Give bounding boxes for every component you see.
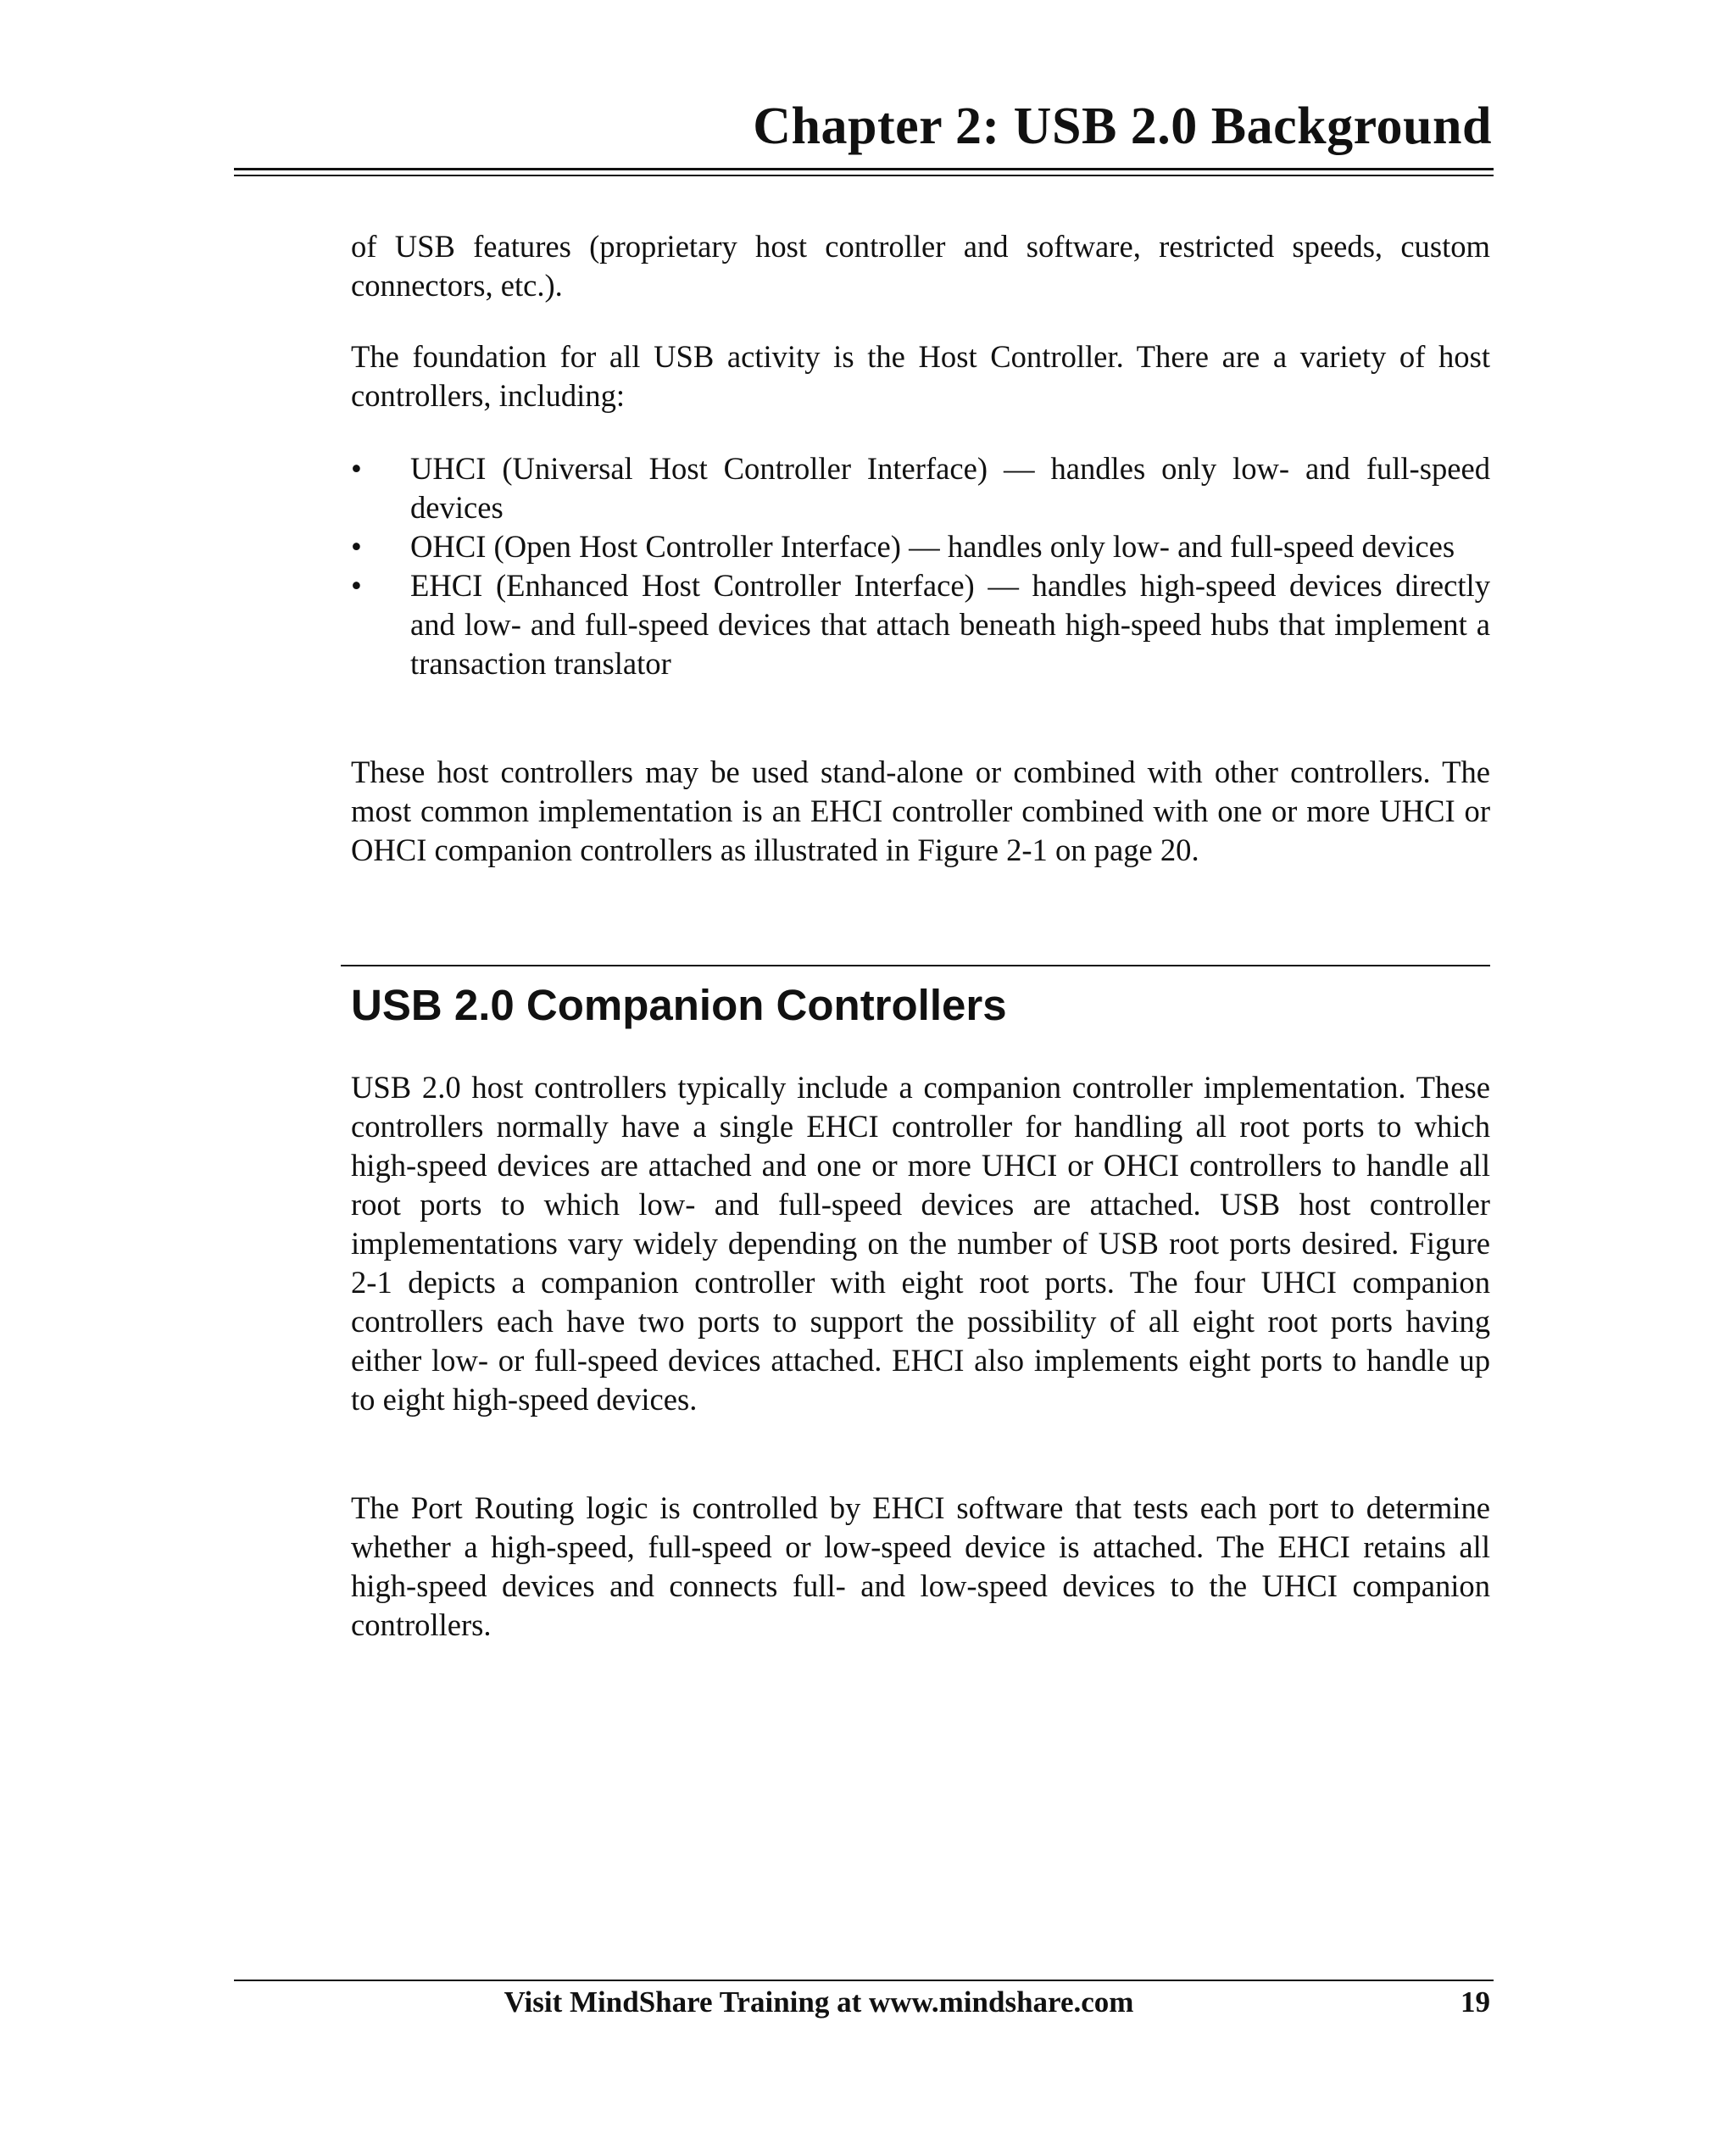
list-item-ohci [351,527,1490,566]
footer-link-text: Visit MindShare Training at www.mindshare.com [504,1985,1134,2019]
paragraph-companion: USB 2.0 host controllers typically include a companion controller implementation. These controllers normally have a single EHCI controller for handling all root ports to which high-speed devices are attached and one or more UHCI or OHCI controllers to handle all root ports to which low- and full-speed devices are attached. USB host controller implementations vary widely depending on the number of USB root ports desired. Figure 2-1 depicts a companion controller with eight root ports. The four UHCI companion controllers each have two ports to support the possibility of all eight root ports having either low- or full-speed devices attached. EHCI also implements eight ports to handle up to eight high-speed devices. [351,1070,1490,1417]
paragraph-foundation: The foundation for all USB activity is the Host Controller. There are a variety of host controllers, including: [351,339,1490,413]
bullet-icon: • [351,451,362,486]
list-item-ehci [351,566,1490,683]
section-heading: USB 2.0 Companion Controllers [351,981,1007,1029]
bullet-icon: • [351,529,362,564]
list-item-text: OHCI (Open Host Controller Interface) — handles only low- and full-speed devices [410,529,1455,564]
header-rule-thick [234,168,1494,170]
paragraph-continuation: of USB features (proprietary host controller and software, restricted speeds, custom connectors, etc.). [351,229,1490,303]
paragraph-port-routing: The Port Routing logic is controlled by EHCI software that tests each port to determine whether a high-speed, full-speed or low-speed device is attached. The EHCI retains all high-speed devices and connects full- and low-speed devices to the UHCI companion controllers. [351,1490,1490,1642]
paragraph-standalone: These host controllers may be used stand-alone or combined with other controllers. The most common implementation is an EHCI controller combined with one or more UHCI or OHCI companion controllers as illustrated in Figure 2-1 on page 20. [351,755,1490,867]
section-rule [341,965,1490,966]
header-rule-thin [234,175,1494,176]
host-controller-list [351,449,1490,683]
list-item-uhci [351,449,1490,527]
page-number: 19 [1461,1985,1490,2019]
bullet-icon: • [351,568,362,603]
list-item-text: EHCI (Enhanced Host Controller Interface) — handles high-speed devices directly and low- and full-speed devices that attach beneath high-speed hubs that implement a transaction translator [410,568,1490,681]
list-item-text: UHCI (Universal Host Controller Interface) — handles only low- and full-speed devices [410,451,1490,525]
footer-rule [234,1980,1494,1981]
chapter-title: Chapter 2: USB 2.0 Background [753,97,1492,155]
